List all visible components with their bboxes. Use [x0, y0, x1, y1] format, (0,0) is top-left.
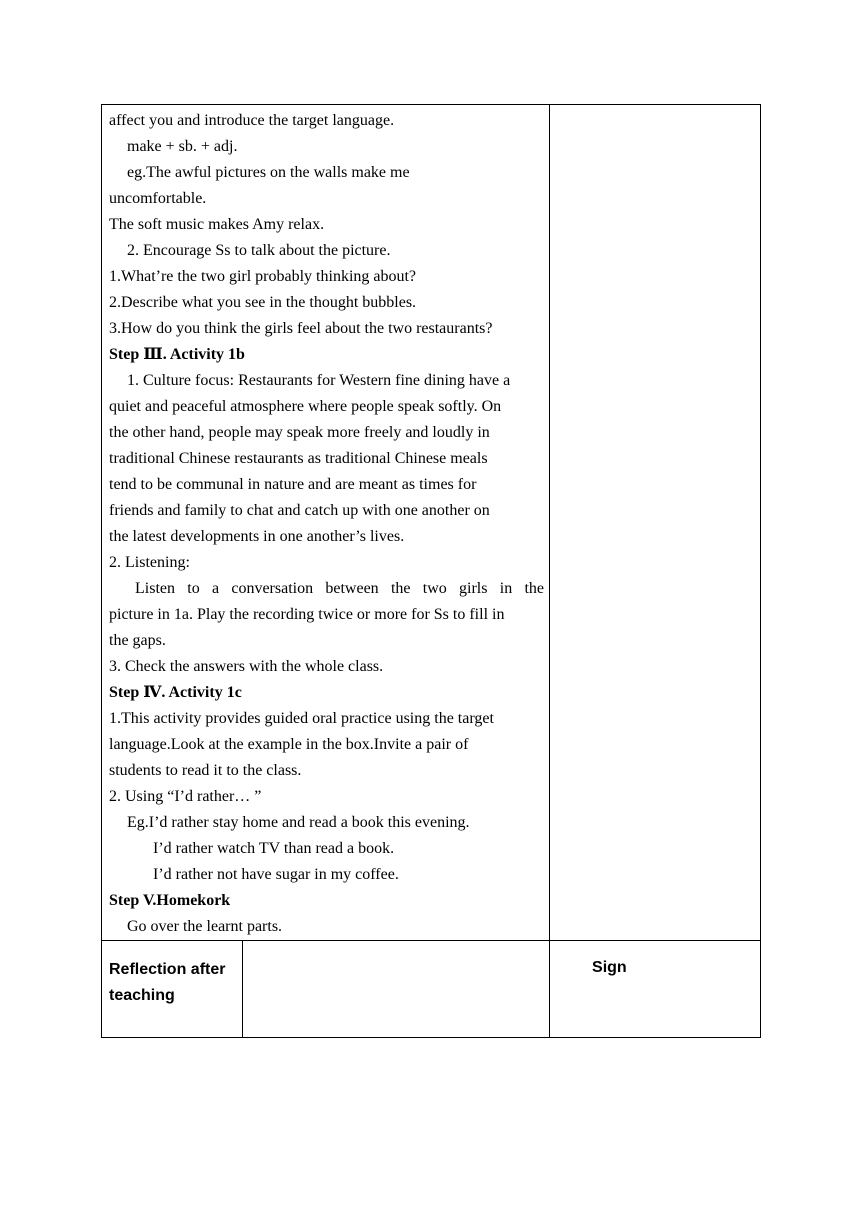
step-heading: Step Ⅳ. Activity 1c [109, 684, 242, 701]
reflection-row [102, 941, 761, 1038]
text-line: make + sb. + adj. [127, 138, 238, 155]
text-line: students to read it to the class. [109, 762, 302, 779]
text-line: 3. Check the answers with the whole class. [109, 658, 384, 675]
text-line: quiet and peaceful atmosphere where people speak softly. On [109, 398, 502, 415]
procedure-cell [102, 105, 550, 941]
text-line: tend to be communal in nature and are meant as times for [109, 476, 477, 493]
lesson-plan-table [101, 104, 761, 1038]
question-line: 2.Describe what you see in the thought bubbles. [109, 294, 417, 311]
question-line: 3.How do you think the girls feel about the two restaurants? [109, 320, 493, 337]
notes-cell [550, 105, 761, 941]
text-line: uncomfortable. [109, 190, 207, 207]
text-line: the other hand, people may speak more freely and loudly in [109, 424, 490, 441]
text-line: 1.This activity provides guided oral practice using the target [109, 710, 494, 727]
text-line: eg.The awful pictures on the walls make me [127, 164, 410, 181]
step-heading: Step Ⅲ. Activity 1b [109, 346, 245, 363]
text-line: language.Look at the example in the box.Invite a pair of [109, 736, 469, 753]
text-line: the gaps. [109, 632, 166, 649]
reflection-content-cell [243, 941, 550, 1038]
example-line: Eg.I’d rather stay home and read a book this evening. [127, 814, 470, 831]
text-line: picture in 1a. Play the recording twice or more for Ss to fill in [109, 606, 505, 623]
procedure-row [102, 105, 761, 941]
question-line: 1.What’re the two girl probably thinking about? [109, 268, 417, 285]
text-line: traditional Chinese restaurants as traditional Chinese meals [109, 450, 488, 467]
text-line: the latest developments in one another’s lives. [109, 528, 405, 545]
sign-label: Sign [550, 941, 761, 1038]
text-line: 2. Listening: [109, 554, 190, 571]
reflection-label: Reflection after teaching [102, 941, 243, 1038]
text-line: 2. Using “I’d rather… ” [109, 788, 262, 805]
example-line: I’d rather not have sugar in my coffee. [153, 866, 399, 883]
text-line: 2. Encourage Ss to talk about the picture. [127, 242, 391, 259]
text-line: 1. Culture focus: Restaurants for Western fine dining have a [127, 372, 511, 389]
text-line: Go over the learnt parts. [127, 918, 283, 935]
text-line: affect you and introduce the target language. [109, 112, 395, 129]
text-line: The soft music makes Amy relax. [109, 216, 325, 233]
example-line: I’d rather watch TV than read a book. [153, 840, 395, 857]
text-line: Listen to a conversation between the two girls in the [135, 580, 545, 597]
text-line: friends and family to chat and catch up with one another on [109, 502, 490, 519]
step-heading: Step V.Homekork [109, 892, 231, 909]
